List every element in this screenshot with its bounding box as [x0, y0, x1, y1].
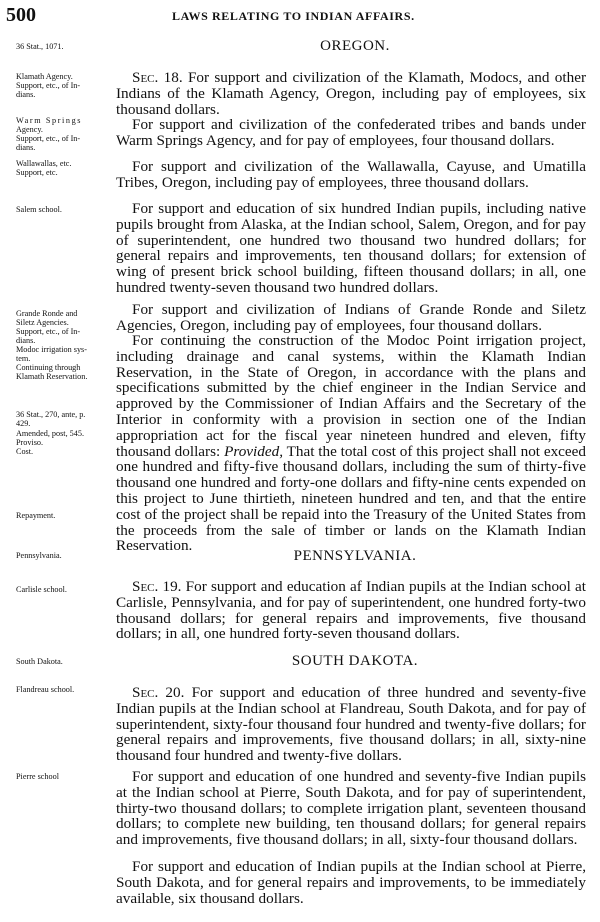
margin-note-line: Warm Springs: [16, 116, 83, 125]
paragraph-pierre-repairs: For support and education of Indian pupils at the Indian school at Pierre, South Dakota, and for general repairs and improvements, to be immediately available, six thousand dollars.: [116, 858, 586, 907]
paragraph-text: That the total cost of this project shall not exceed one hundred and fifty-five thousand dollars, including the sum of thirty-five thousand one hundred and forty-one dollars and fifty-nine cents expended on this project to June thirtieth, nineteen hundred and ten, and that the entire cost of the project shall be repaid into the Treasury of the United States from the proceeds from the sale of timber or lands on the Klamath Indian Reservation.: [116, 442, 586, 555]
margin-note-pennsylvania: Pennsylvania.: [16, 551, 62, 560]
margin-note-repayment: Repayment.: [16, 511, 56, 520]
page-number: 500: [6, 4, 36, 26]
heading-south-dakota: SOUTH DAKOTA.: [291, 653, 419, 669]
margin-note-line: Support, etc., of In-: [16, 81, 81, 90]
paragraph-sec-20: [116, 685, 586, 764]
margin-note-grande-ronde: [16, 309, 80, 345]
paragraph-grande-ronde: For support and civilization of Indians of Grande Ronde and Siletz Agencies, Oregon, including pay of employees, four thousand dollars.: [116, 301, 586, 334]
margin-note-carlisle: Carlisle school.: [16, 585, 67, 594]
margin-note-salem-school: Salem school.: [16, 205, 62, 214]
margin-note-line: 429.: [16, 419, 31, 428]
margin-note-line: dians.: [16, 90, 36, 99]
margin-note-line: Agency.: [16, 125, 43, 134]
margin-note-line: tem.: [16, 354, 31, 363]
section-label: Sec. 19.: [132, 578, 182, 595]
margin-note-line: Support, etc., of In-: [16, 327, 81, 336]
paragraph-salem: For support and education of six hundred Indian pupils, including native pupils brought from Alaska, at the Indian school, Salem, Oregon, and for pay of superintendent, one hundred two thousand two hundred dollars; for general repairs and improvements, ten thousand dollars; for extension of wing of present brick school building, fifteen thousand dollars; in all, one hundred twenty-seven thousand two hundred dollars.: [116, 200, 586, 296]
margin-note-south-dakota: South Dakota.: [16, 657, 63, 666]
margin-note-line: Support, etc.: [16, 168, 58, 177]
section-label: Sec. 20.: [132, 684, 185, 701]
paragraph-sec-18: [116, 70, 586, 117]
margin-note-line: Modoc irrigation sys-: [16, 345, 87, 354]
provided-clause: Provided,: [224, 442, 283, 460]
margin-note-line: dians.: [16, 143, 36, 152]
margin-note-line: Klamath Reservation.: [16, 372, 88, 381]
paragraph-text: For continuing the construction of the Modoc Point irrigation project, including drainage and canal systems, within the Klamath Indian Reservation, in the State of Oregon, in accordance with the plans and specifications submitted by the chief engineer in the Indian Service and approved by the Commissioner of Indian Affairs and the Secretary of the Interior in conformity with a provision in section one of the Indian appropriation act for the fiscal year nineteen hundred and eleven, fifty thousand dollars:: [116, 332, 586, 460]
margin-note-klamath-agency: [16, 72, 80, 99]
running-head: LAWS RELATING TO INDIAN AFFAIRS.: [172, 9, 415, 23]
paragraph-warm-springs: For support and civilization of the confederated tribes and bands under Warm Springs Agency, and for pay of employees, four thousand dollars.: [116, 116, 586, 149]
heading-pennsylvania: PENNSYLVANIA.: [293, 548, 417, 564]
section-label: Sec. 18.: [132, 69, 183, 86]
margin-note-line: Grande Ronde and: [16, 309, 78, 318]
paragraph-text: For support and civilization of the Klamath, Modocs, and other Indians of the Klamath Agency, Oregon, including pay of employees, six thousand dollars.: [116, 69, 587, 118]
margin-note-amended: Amended, post, 545.: [16, 429, 84, 438]
margin-note-line: 36 Stat., 270, ante, p.: [16, 410, 86, 419]
margin-note-warm-springs: [16, 116, 82, 152]
margin-note-wallawallas: [16, 159, 72, 177]
heading-oregon: OREGON.: [320, 38, 390, 54]
paragraph-text: For support and education af Indian pupils at the Indian school at Carlisle, Pennsylvania, and for pay of superintendent, one hundred forty-two thousand dollars; for general repairs and improvements, five thousand dollars; in all, one hundred forty-seven thousand dollars.: [116, 578, 587, 643]
paragraph-pierre: For support and education of one hundred and seventy-five Indian pupils at the Indian school at Pierre, South Dakota, and for pay of superintendent, thirty-two thousand dollars; to complete irrigation plant, seventeen thousand dollars; to complete new building, ten thousand dollars; for general repairs and improvements, five thousand dollars; in all, sixty-four thousand dollars.: [116, 768, 586, 849]
margin-note-flandreau: Flandreau school.: [16, 685, 75, 694]
paragraph-wallawalla: For support and civilization of the Wallawalla, Cayuse, and Umatilla Tribes, Oregon, including pay of employees, three thousand dollars.: [116, 158, 586, 191]
margin-note-proviso: Proviso.: [16, 438, 44, 447]
paragraph-sec-19: [116, 579, 586, 642]
paragraph-text: For support and education of three hundred and seventy-five Indian pupils at the Indian school at Flandreau, South Dakota, and for pay of superintendent, sixty-four thousand four hundred and twenty-five dollars; for general repairs and improvements, five thousand dollars; in all, sixty-nine thousand four hundred and twenty-five dollars.: [116, 684, 587, 765]
margin-note-line: Continuing through: [16, 363, 81, 372]
margin-note-line: dians.: [16, 336, 36, 345]
margin-note-cost: Cost.: [16, 447, 34, 456]
margin-note-line: Wallawallas, etc.: [16, 159, 72, 168]
margin-note-modoc: [16, 345, 87, 381]
margin-note-pierre: Pierre school: [16, 772, 59, 781]
margin-note-line: Klamath Agency.: [16, 72, 73, 81]
margin-note-stat-270: [16, 410, 85, 428]
paragraph-modoc: [116, 333, 586, 554]
margin-note-line: Siletz Agencies.: [16, 318, 69, 327]
margin-note-stat-1071: 36 Stat., 1071.: [16, 42, 64, 51]
margin-note-line: Support, etc., of In-: [16, 134, 81, 143]
